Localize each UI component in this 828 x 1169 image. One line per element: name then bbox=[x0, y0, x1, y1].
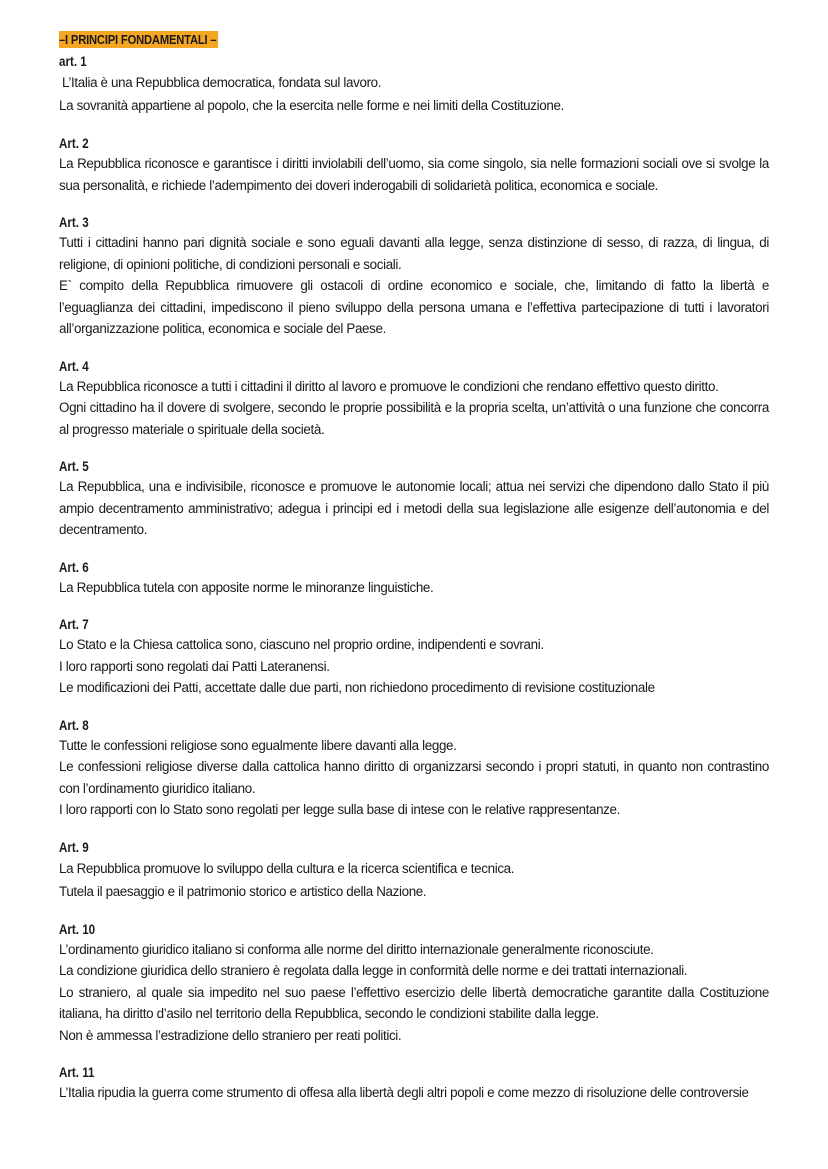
article-paragraph: Lo straniero, al quale sia impedito nel suo paese l’effettivo esercizio delle libertà democratiche garantite dalla Costituzione italiana, ha diritto d’asilo nel territorio della Repubblica, secondo le condizioni stabilite dalla legge. bbox=[59, 984, 769, 1021]
article-title: Art. 11 bbox=[59, 1065, 95, 1080]
article-title: Art. 4 bbox=[59, 358, 89, 374]
article-paragraph: Le modificazioni dei Patti, accettate dalle due parti, non richiedono procedimento di revisione costituzionale bbox=[59, 680, 655, 695]
article-paragraph: Lo Stato e la Chiesa cattolica sono, ciascuno nel proprio ordine, indipendenti e sovrani. bbox=[59, 637, 544, 652]
article-paragraph: La Repubblica tutela con apposite norme le minoranze linguistiche. bbox=[59, 579, 434, 595]
article-paragraph: Tutte le confessioni religiose sono egualmente libere davanti alla legge. bbox=[59, 737, 457, 753]
article-paragraph: Le confessioni religiose diverse dalla cattolica hanno diritto di organizzarsi secondo i propri statuti, in quanto non contrastino con l’ordinamento giuridico italiano. bbox=[59, 759, 769, 796]
article-title: art. 1 bbox=[59, 54, 87, 69]
article-title: Art. 3 bbox=[59, 215, 89, 230]
article-paragraph: Non è ammessa l’estradizione dello straniero per reati politici. bbox=[59, 1027, 402, 1043]
article-paragraph: Ogni cittadino ha il dovere di svolgere, secondo le proprie possibilità e la propria scelta, un’attività o una funzione che concorra al progresso materiale o spirituale della società. bbox=[59, 400, 769, 437]
article-paragraph: L’Italia ripudia la guerra come strumento di offesa alla libertà degli altri popoli e come mezzo di risoluzione delle controversie bbox=[59, 1085, 749, 1100]
article-paragraph: La Repubblica promuove lo sviluppo della cultura e la ricerca scientifica e tecnica. bbox=[59, 860, 515, 876]
article-title: Art. 10 bbox=[59, 921, 96, 937]
article-paragraph: La Repubblica riconosce a tutti i cittadini il diritto al lavoro e promuove le condizioni che rendano effettivo questo diritto. bbox=[59, 378, 719, 394]
article-paragraph: La Repubblica, una e indivisibile, riconosce e promuove le autonomie locali; attua nei servizi che dipendono dallo Stato il più ampio decentramento amministrativo; adegua i principi ed i metodi della sua legislazione alle esigenze dell’autonomia e del decentramento. bbox=[59, 479, 769, 537]
article-paragraph: L’Italia è una Repubblica democratica, fondata sul lavoro. bbox=[62, 75, 382, 90]
article-paragraph: La condizione giuridica dello straniero è regolata dalla legge in conformità delle norme e dei trattati internazionali. bbox=[59, 963, 688, 978]
article-2 bbox=[59, 134, 769, 196]
article-paragraph: E` compito della Repubblica rimuovere gli ostacoli di ordine economico e sociale, che, limitando di fatto la libertà e l’eguaglianza dei cittadini, impediscono il pieno sviluppo della persona umana e l’effettiva partecipazione di tutti i lavoratori all’organizzazione politica, economica e sociale del Paese. bbox=[59, 278, 769, 336]
article-title: Art. 5 bbox=[59, 459, 89, 474]
article-8 bbox=[59, 716, 769, 821]
article-paragraph: I loro rapporti con lo Stato sono regolati per legge sulla base di intese con le relative rappresentanze. bbox=[59, 802, 620, 817]
document-page bbox=[59, 31, 769, 1121]
section-heading: –I PRINCIPI FONDAMENTALI – bbox=[59, 32, 217, 47]
article-title: Art. 9 bbox=[59, 839, 89, 855]
article-9 bbox=[59, 838, 769, 903]
article-title: Art. 6 bbox=[59, 559, 89, 575]
article-5 bbox=[59, 457, 769, 541]
article-7 bbox=[59, 615, 769, 699]
article-11 bbox=[59, 1063, 769, 1104]
article-title: Art. 8 bbox=[59, 717, 89, 733]
article-6 bbox=[59, 558, 769, 599]
article-title: Art. 7 bbox=[59, 617, 89, 632]
article-paragraph: La sovranità appartiene al popolo, che la esercita nelle forme e nei limiti della Costituzione. bbox=[59, 98, 564, 113]
article-1 bbox=[59, 52, 769, 117]
article-paragraph: I loro rapporti sono regolati dai Patti Lateranensi. bbox=[59, 658, 330, 674]
article-paragraph: L’ordinamento giuridico italiano si conforma alle norme del diritto internazionale generalmente riconosciute. bbox=[59, 941, 654, 957]
article-4 bbox=[59, 357, 769, 441]
article-paragraph: Tutela il paesaggio e il patrimonio storico e artistico della Nazione. bbox=[59, 883, 427, 899]
article-3 bbox=[59, 213, 769, 340]
article-10 bbox=[59, 920, 769, 1047]
article-title: Art. 2 bbox=[59, 136, 89, 151]
article-paragraph: La Repubblica riconosce e garantisce i diritti inviolabili dell’uomo, sia come singolo, sia nelle formazioni sociali ove si svolge la sua personalità, e richiede l’adempimento dei doveri inderogabili di solidarietà politica, economica e sociale. bbox=[59, 156, 769, 193]
article-paragraph: Tutti i cittadini hanno pari dignità sociale e sono eguali davanti alla legge, senza distinzione di sesso, di razza, di lingua, di religione, di opinioni politiche, di condizioni personali e sociali. bbox=[59, 235, 769, 272]
